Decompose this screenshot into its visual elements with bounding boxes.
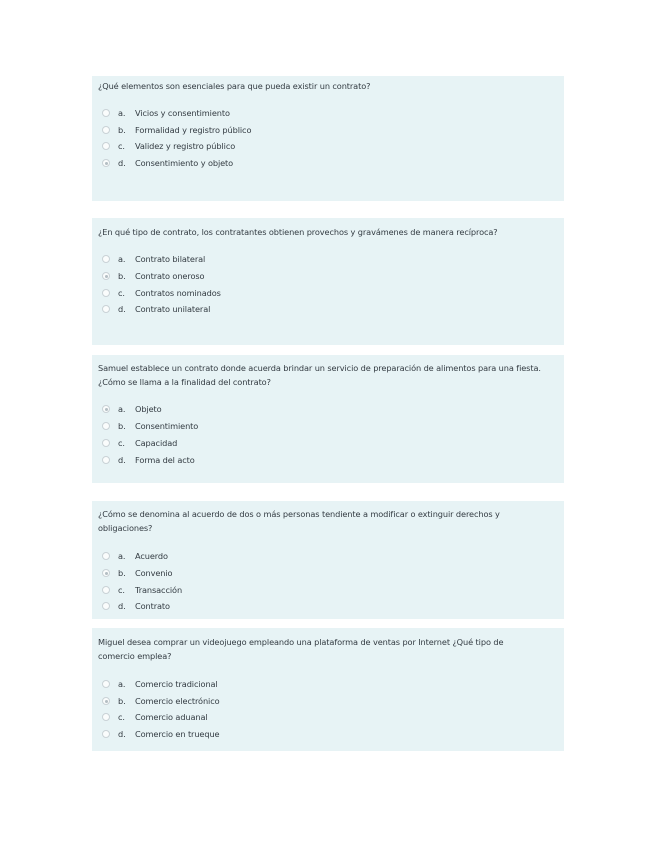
option-letter: d. (118, 304, 126, 314)
option-d[interactable] (102, 453, 195, 467)
option-letter: c. (118, 141, 125, 151)
option-label: Capacidad (135, 438, 178, 448)
option-label: Consentimiento (135, 421, 199, 431)
option-letter: a. (118, 679, 126, 689)
option-label: Comercio tradicional (135, 679, 218, 689)
option-label: Formalidad y registro público (135, 125, 252, 135)
option-letter: b. (118, 568, 126, 578)
option-letter: d. (118, 729, 126, 739)
radio-button[interactable] (102, 439, 110, 447)
option-letter: a. (118, 551, 126, 561)
option-letter: c. (118, 288, 125, 298)
radio-button-selected[interactable] (102, 569, 110, 577)
radio-button[interactable] (102, 305, 110, 313)
option-label: Contrato oneroso (135, 271, 205, 281)
option-label: Consentimiento y objeto (135, 158, 234, 168)
radio-button[interactable] (102, 456, 110, 464)
option-label: Contrato unilateral (135, 304, 211, 314)
option-a[interactable] (102, 252, 205, 266)
option-letter: a. (118, 404, 126, 414)
radio-button[interactable] (102, 552, 110, 560)
radio-button[interactable] (102, 713, 110, 721)
option-a[interactable] (102, 106, 230, 120)
option-c[interactable] (102, 286, 221, 300)
option-d[interactable] (102, 156, 233, 170)
option-c[interactable] (102, 436, 177, 450)
option-letter: d. (118, 601, 126, 611)
option-b[interactable] (102, 566, 172, 580)
question-text-line-1: Samuel establece un contrato donde acuerda brindar un servicio de preparación de alimentos para una fiesta. (98, 363, 541, 373)
question-text-line-2: ¿Cómo se llama a la finalidad del contrato? (98, 377, 271, 387)
question-text-line-1: ¿Cómo se denomina al acuerdo de dos o más personas tendiente a modificar o extinguir derechos y (98, 509, 500, 519)
option-letter: b. (118, 271, 126, 281)
option-a[interactable] (102, 677, 218, 691)
option-a[interactable] (102, 549, 168, 563)
option-label: Comercio en trueque (135, 729, 220, 739)
radio-button[interactable] (102, 289, 110, 297)
option-d[interactable] (102, 599, 170, 613)
option-c[interactable] (102, 139, 235, 153)
option-letter: c. (118, 585, 125, 595)
radio-button[interactable] (102, 422, 110, 430)
option-label: Convenio (135, 568, 173, 578)
radio-button-selected[interactable] (102, 697, 110, 705)
question-text-line-2: comercio emplea? (98, 651, 172, 661)
option-letter: c. (118, 712, 125, 722)
option-label: Comercio electrónico (135, 696, 220, 706)
option-label: Contratos nominados (135, 288, 221, 298)
option-label: Transacción (135, 585, 183, 595)
option-b[interactable] (102, 419, 198, 433)
radio-button[interactable] (102, 586, 110, 594)
option-label: Contrato bilateral (135, 254, 206, 264)
radio-button-selected[interactable] (102, 272, 110, 280)
option-letter: b. (118, 125, 126, 135)
question-card-5 (92, 628, 564, 751)
question-text: ¿En qué tipo de contrato, los contratantes obtienen provechos y gravámenes de manera recíproca? (98, 227, 498, 237)
option-label: Objeto (135, 404, 162, 414)
option-b[interactable] (102, 694, 220, 708)
radio-button[interactable] (102, 730, 110, 738)
option-letter: a. (118, 254, 126, 264)
option-label: Validez y registro público (135, 141, 236, 151)
option-b[interactable] (102, 269, 204, 283)
option-c[interactable] (102, 710, 208, 724)
option-a[interactable] (102, 402, 162, 416)
option-b[interactable] (102, 123, 251, 137)
radio-button[interactable] (102, 142, 110, 150)
option-label: Contrato (135, 601, 170, 611)
question-text-line-2: obligaciones? (98, 523, 153, 533)
question-card-1 (92, 76, 564, 201)
option-label: Forma del acto (135, 455, 195, 465)
radio-button[interactable] (102, 680, 110, 688)
option-d[interactable] (102, 727, 219, 741)
option-letter: a. (118, 108, 126, 118)
radio-button[interactable] (102, 602, 110, 610)
question-card-4 (92, 501, 564, 619)
option-letter: c. (118, 438, 125, 448)
option-letter: b. (118, 696, 126, 706)
radio-button[interactable] (102, 126, 110, 134)
option-c[interactable] (102, 583, 182, 597)
question-card-2 (92, 218, 564, 345)
question-card-3 (92, 355, 564, 483)
option-label: Acuerdo (135, 551, 168, 561)
option-letter: b. (118, 421, 126, 431)
radio-button-selected[interactable] (102, 405, 110, 413)
option-label: Vicios y consentimiento (135, 108, 230, 118)
radio-button-selected[interactable] (102, 159, 110, 167)
question-text-line-1: Miguel desea comprar un videojuego empleando una plataforma de ventas por Internet ¿Qué tipo de (98, 637, 504, 647)
option-letter: d. (118, 158, 126, 168)
option-letter: d. (118, 455, 126, 465)
option-label: Comercio aduanal (135, 712, 208, 722)
question-text: ¿Qué elementos son esenciales para que pueda existir un contrato? (98, 81, 371, 91)
radio-button[interactable] (102, 109, 110, 117)
radio-button[interactable] (102, 255, 110, 263)
option-d[interactable] (102, 302, 210, 316)
